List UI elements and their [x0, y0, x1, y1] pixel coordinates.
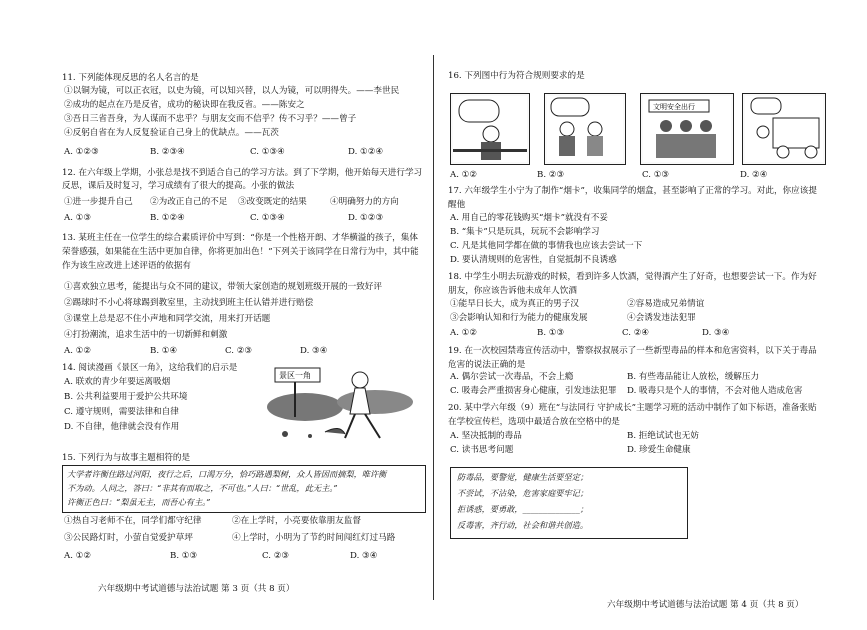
q14-stem: 14. 阅读漫画《景区一角》，这给我们的启示是	[62, 363, 238, 373]
q14-option-a: A. 联欢的青少年要远离吸烟	[64, 377, 171, 387]
q16-picture-3-banner: 文明安全出行	[653, 103, 695, 111]
q17-stem: 17. 六年级学生小宁为了制作“烟卡”，收集同学的烟盒，甚至影响了正常的学习。对此，你应该提醒他	[448, 186, 817, 210]
q17-option-a: A. 用自己的零花钱购买“烟卡”就没有不妥	[450, 213, 608, 223]
q18-option-c: C. ②④	[622, 328, 650, 338]
q16-picture-1	[450, 93, 530, 165]
q13-option-c: C. ②③	[225, 346, 253, 356]
q15-story-box	[62, 465, 426, 513]
q20-poster-line-1: 防毒品，要警觉，健康生活要坚定；	[457, 472, 589, 482]
q12-item-2: ②为改正自己的不足	[150, 197, 228, 207]
right-page-footer: 六年级期中考试道德与法治试题 第 4 页（共 8 页）	[607, 600, 804, 610]
q18-line-1: ①能早日长大，成为真正的男子汉	[450, 299, 579, 309]
q17-option-c: C. 凡是其他同学都在做的事情我也应该去尝试一下	[450, 241, 643, 251]
q15-line-4: ④上学时，小明为了节约时间闯红灯过马路	[232, 533, 396, 543]
q12-item-3: ③改变既定的结果	[238, 197, 307, 207]
q14-option-b: B. 公共利益要用于爱护公共环境	[64, 392, 188, 402]
q15-stem: 15. 下列行为与故事主题相符的是	[62, 453, 191, 463]
q12-option-c: C. ①③④	[250, 213, 285, 223]
q15-option-b: B. ①③	[170, 551, 198, 561]
q19-option-d: D. 吸毒只是个人的事情，不会对他人造成危害	[627, 386, 803, 396]
q15-story-line-2: 不为动。人问之，答曰：“非其有而取之，不可也。”人曰：“世乱，此无主。”	[67, 483, 338, 493]
q17-option-b: B. “集卡”只是玩具，玩玩不会影响学习	[450, 227, 600, 237]
q13-line-3: ③课堂上总是忍不住小声地和同学交流，用来打开话题	[64, 314, 271, 324]
q20-poster-line-2: 不尝试，不沾染，危害家庭要牢记；	[457, 488, 589, 498]
q16-option-c: C. ①③	[642, 170, 670, 180]
q11-stem: 11. 下列能体现反思的名人名言的是	[62, 73, 199, 83]
q16-option-a: A. ①②	[450, 170, 478, 180]
q20-poster-line-4: 反毒害，齐行动，社会和谐共创造。	[457, 520, 589, 530]
q16-option-b: B. ②③	[537, 170, 565, 180]
q19-option-b: B. 有些毒品能让人放松，缓解压力	[627, 372, 760, 382]
q14-sign-text: 景区一角	[279, 371, 311, 380]
page-divider	[433, 55, 434, 600]
q19-option-c: C. 吸毒会严重损害身心健康，引发违法犯罪	[450, 386, 617, 396]
q11-option-b: B. ②③④	[150, 147, 185, 157]
q11-line-1: ①以铜为镜，可以正衣冠，以史为镜，可以知兴替，以人为镜，可以明得失。——李世民	[64, 86, 400, 96]
q12-option-a: A. ①③	[64, 213, 92, 223]
q16-picture-2	[544, 93, 626, 165]
q15-line-3: ③公民路灯时，小萤自觉爱护草坪	[64, 533, 193, 543]
q15-option-a: A. ①②	[64, 551, 92, 561]
q16-picture-4	[742, 93, 826, 165]
q13-line-2: ②踢球时不小心将球踢到教室里，主动找到班主任认错并进行赔偿	[64, 298, 314, 308]
q20-option-d: D. 珍爱生命健康	[627, 445, 691, 455]
q15-story-line-3: 许衡正色曰：“梨虽无主，而吾心有主。”	[67, 497, 211, 507]
q11-line-2: ②成功的起点在乃是反省，成功的秘诀即在我反省。——陈安之	[64, 100, 305, 110]
q15-story-line-1: 大学者许衡住路过河阳，夜行之后，口渴万分，恰巧路遇梨树，众人皆因而摘梨，唯许衡	[67, 469, 387, 479]
q12-item-4: ④明确努力的方向	[330, 197, 399, 207]
q18-stem: 18. 中学生小明去玩游戏的时候，看到许多人饮酒，觉得酒产生了好奇，也想要尝试一下。作为好朋友，你应该告诉他未成年人饮酒	[448, 272, 817, 296]
q20-poster-box	[450, 467, 688, 539]
q11-option-a: A. ①②③	[64, 147, 99, 157]
q11-line-4: ④反躬自省在为人反复验证自己身上的优缺点。——瓦茨	[64, 128, 279, 138]
q15-option-c: C. ②③	[262, 551, 290, 561]
right-page	[437, 0, 867, 630]
q11-line-3: ③吾日三省吾身，为人谋而不忠乎？与朋友交而不信乎？传不习乎？——曾子	[64, 114, 357, 124]
q18-option-a: A. ①②	[450, 328, 478, 338]
q19-option-a: A. 偶尔尝试一次毒品，不会上瘾	[450, 372, 574, 382]
q16-picture-3	[640, 93, 734, 165]
q18-line-3: ③会影响认知和行为能力的健康发展	[450, 313, 588, 323]
q13-option-d: D. ③④	[300, 346, 328, 356]
q13-option-b: B. ①④	[150, 346, 178, 356]
q14-cartoon-image	[265, 362, 415, 444]
q20-poster-line-3: 拒诱惑，要勇敢，______________；	[457, 504, 589, 514]
q20-stem: 20. 某中学六年级（9）班在“与法同行 守护成长”主题学习班的活动中制作了如下标语，准备张贴在学校宣传栏，选项中最适合放在空格中的是	[448, 403, 817, 427]
left-page	[0, 0, 433, 630]
q19-stem: 19. 在一次校园禁毒宣传活动中，警察叔叔展示了一些新型毒品的样本和危害资料，以下关于毒品危害的说法正确的是	[448, 346, 817, 370]
left-page-footer: 六年级期中考试道德与法治试题 第 3 页（共 8 页）	[98, 584, 295, 594]
q11-option-c: C. ①③④	[250, 147, 285, 157]
q15-line-2: ②在上学时，小亮要依靠朋友监督	[232, 516, 361, 526]
q15-option-d: D. ③④	[350, 551, 378, 561]
q20-option-a: A. 坚决抵制的毒品	[450, 431, 522, 441]
q13-line-1: ①喜欢独立思考，能提出与众不同的建议，带领大家创造的规划班级开展的一致好评	[64, 282, 382, 292]
q18-option-b: B. ①③	[537, 328, 565, 338]
q18-option-d: D. ③④	[702, 328, 730, 338]
q11-option-d: D. ①②④	[348, 147, 384, 157]
q12-stem: 12. 在六年级上学期，小张总是找不到适合自己的学习方法。到了下学期，他开始每天进行学习反思，课后及时复习，学习成绩有了很大的提高。小张的做法	[62, 168, 423, 191]
q12-option-d: D. ①②③	[348, 213, 384, 223]
q16-option-d: D. ②④	[740, 170, 768, 180]
q17-option-d: D. 要认清规则的危害性，自觉抵制不良诱惑	[450, 255, 617, 265]
q20-option-c: C. 读书思考问题	[450, 445, 514, 455]
q12-option-b: B. ①②④	[150, 213, 185, 223]
q18-line-4: ④会诱发违法犯罪	[627, 313, 696, 323]
q15-line-1: ①热自习老师不在，同学们都守纪律	[64, 516, 202, 526]
q20-option-b: B. 拒绝试试也无妨	[627, 431, 699, 441]
q12-item-1: ①进一步提升自己	[64, 197, 133, 207]
q18-line-2: ②容易造成兄弟情谊	[627, 299, 705, 309]
q13-line-4: ④打扮潮流，追求生活中的一切新鲜和刺激	[64, 330, 228, 340]
q13-stem: 13. 某班主任在一位学生的综合素质评价中写到：“你是一个性格开朗、才华横溢的孩子，集体荣誉感强，如果能在生活中更加自律，你将更加出色！”下列关于该同学在日常行为中，其中能作为该生应改进上述评语的依据有	[62, 233, 419, 271]
q14-option-d: D. 不自律，他律就会没有作用	[64, 422, 180, 432]
q16-stem: 16. 下列图中行为符合规则要求的是	[448, 71, 585, 81]
q13-option-a: A. ①②	[64, 346, 92, 356]
q14-option-c: C. 遵守规则，需要法律和自律	[64, 407, 179, 417]
